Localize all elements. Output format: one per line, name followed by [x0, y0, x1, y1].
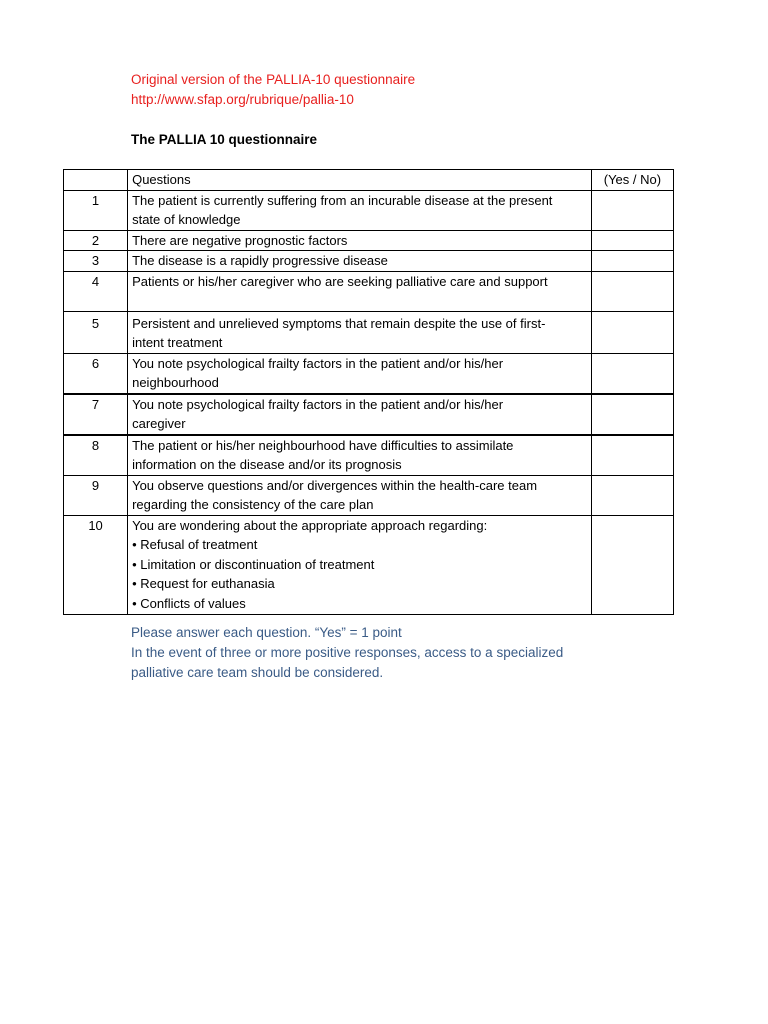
bullet-item: • Request for euthanasia: [132, 576, 275, 591]
answer-cell[interactable]: [591, 271, 673, 311]
bullet-item: • Conflicts of values: [132, 595, 246, 611]
question-line: caregiver: [132, 416, 186, 431]
question-line: You observe questions and/or divergences within the health-care team: [132, 477, 538, 493]
source-url[interactable]: http://www.sfap.org/rubrique/pallia-10: [131, 92, 354, 107]
table-row: [64, 394, 674, 435]
answer-cell[interactable]: [591, 251, 673, 272]
question-text: [128, 230, 592, 251]
question-text: [128, 475, 592, 515]
question-number: 9: [64, 475, 128, 515]
question-text: [128, 311, 592, 353]
bullet-item: • Limitation or discontinuation of treatment: [132, 556, 375, 572]
table-row: [64, 353, 674, 394]
question-number: 7: [64, 394, 128, 435]
table-row: [64, 190, 674, 230]
question-number: 1: [64, 190, 128, 230]
question-line: You note psychological frailty factors in the patient and/or his/her: [132, 396, 504, 412]
question-line: Patients or his/her caregiver who are seeking palliative care and support: [132, 273, 548, 289]
question-line: You note psychological frailty factors in the patient and/or his/her: [132, 355, 504, 371]
table-row: [64, 251, 674, 272]
question-number: 8: [64, 435, 128, 476]
answer-cell[interactable]: [591, 394, 673, 435]
question-line: neighbourhood: [132, 375, 219, 390]
referral-note-line-2: palliative care team should be considered.: [131, 665, 384, 680]
question-text: [128, 190, 592, 230]
header-answer-cell: (Yes / No): [591, 170, 673, 191]
question-number: 10: [64, 515, 128, 614]
question-text: [128, 353, 592, 394]
questionnaire-heading: The PALLIA 10 questionnaire: [131, 132, 318, 147]
answer-cell[interactable]: [591, 515, 673, 614]
question-text: [128, 515, 592, 614]
table-row: [64, 435, 674, 476]
answer-cell[interactable]: [591, 190, 673, 230]
answer-cell[interactable]: [591, 435, 673, 476]
pallia-questionnaire-table: [63, 169, 674, 615]
table-row: [64, 230, 674, 251]
question-number: 4: [64, 271, 128, 311]
question-number: 5: [64, 311, 128, 353]
question-line: The patient is currently suffering from an incurable disease at the present: [132, 192, 553, 208]
question-line: regarding the consistency of the care plan: [132, 497, 374, 512]
question-number: 2: [64, 230, 128, 251]
scoring-instruction: Please answer each question. “Yes” = 1 point: [131, 625, 402, 640]
question-text: [128, 435, 592, 476]
bullet-item: • Refusal of treatment: [132, 537, 258, 552]
question-text: [128, 394, 592, 435]
table-header-row: [64, 170, 674, 191]
question-number: 6: [64, 353, 128, 394]
question-number: 3: [64, 251, 128, 272]
header-questions-cell: Questions: [128, 170, 592, 191]
header-number-cell: [64, 170, 128, 191]
question-line: There are negative prognostic factors: [132, 232, 348, 248]
answer-cell[interactable]: [591, 353, 673, 394]
question-line: The patient or his/her neighbourhood have difficulties to assimilate: [132, 437, 514, 453]
question-text: [128, 251, 592, 272]
question-line: information on the disease and/or its prognosis: [132, 457, 402, 472]
table-row: [64, 311, 674, 353]
question-text: [128, 271, 592, 311]
referral-note-line-1: In the event of three or more positive responses, access to a specialized: [131, 645, 564, 660]
question-line: The disease is a rapidly progressive disease: [132, 253, 388, 268]
table-row: [64, 475, 674, 515]
question-line: Persistent and unrelieved symptoms that remain despite the use of first-: [132, 315, 546, 331]
question-line: state of knowledge: [132, 212, 241, 227]
answer-cell[interactable]: [591, 311, 673, 353]
question-line: intent treatment: [132, 335, 223, 350]
table-row: [64, 515, 674, 614]
table-row: [64, 271, 674, 311]
answer-cell[interactable]: [591, 230, 673, 251]
answer-cell[interactable]: [591, 475, 673, 515]
document-source-title: Original version of the PALLIA-10 questionnaire: [131, 72, 416, 87]
question-line: You are wondering about the appropriate approach regarding:: [132, 517, 488, 533]
